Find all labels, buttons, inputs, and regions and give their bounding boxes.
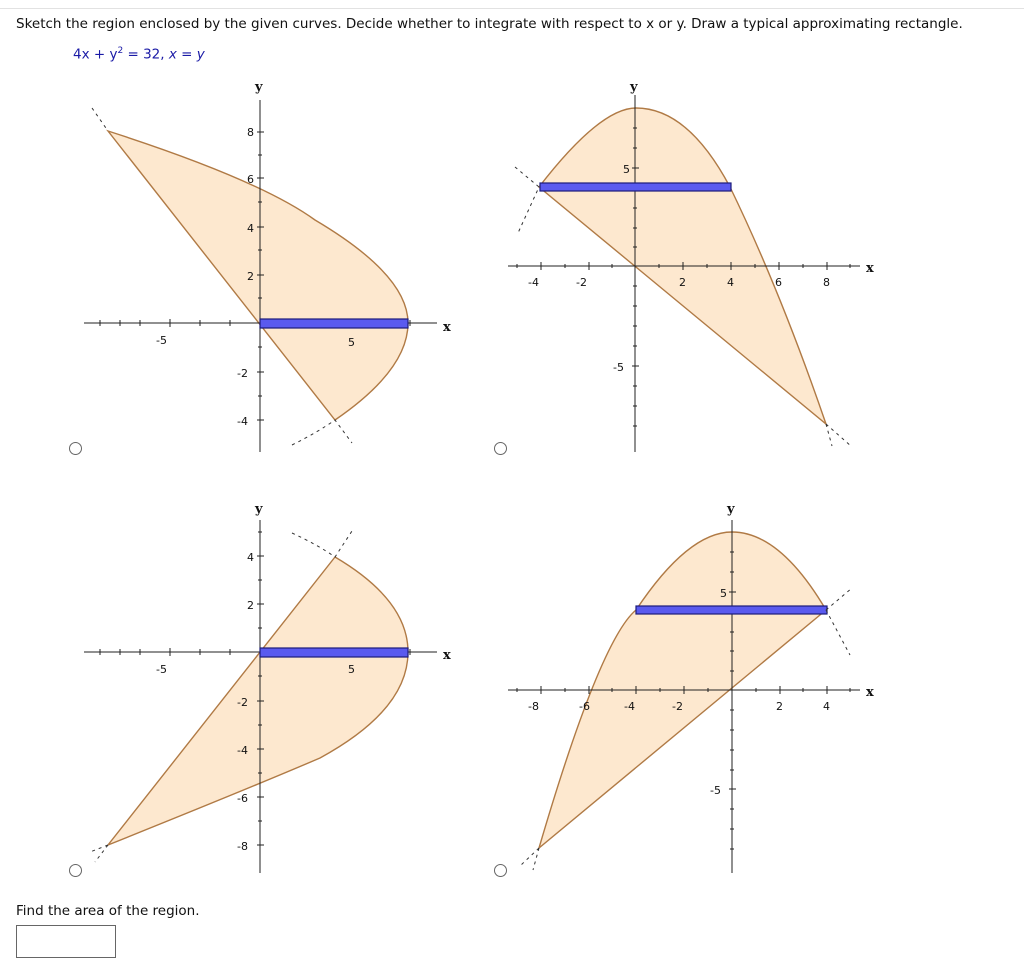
x-tick-label: 8 xyxy=(823,276,830,289)
y-tick-label: 4 xyxy=(247,551,254,564)
y-tick-label: -4 xyxy=(237,744,248,757)
area-answer-input[interactable] xyxy=(16,925,116,958)
x-tick-label: 5 xyxy=(348,336,355,349)
x-axis-label: x xyxy=(443,648,451,663)
graph-option-3 xyxy=(84,502,451,873)
y-axis-label: y xyxy=(630,80,638,95)
x-tick-label: -2 xyxy=(672,700,683,713)
y-axis-label: y xyxy=(255,502,263,517)
equation-variable: y xyxy=(196,46,205,63)
y-tick-label: 2 xyxy=(247,599,254,612)
graph-option-4 xyxy=(508,502,874,873)
question-prompt-text: Sketch the region enclosed by the given curves. Decide whether to integrate with respect to x or y. Draw a typical approximating rectangle. xyxy=(16,16,963,32)
x-tick-label: 4 xyxy=(823,700,830,713)
y-tick-label: -5 xyxy=(613,361,624,374)
x-tick-label: -5 xyxy=(156,334,167,347)
x-tick-label: 6 xyxy=(775,276,782,289)
x-tick-label: -5 xyxy=(156,663,167,676)
y-tick-label: 2 xyxy=(247,270,254,283)
equation-part: = 32, xyxy=(123,46,169,63)
equation-variable: x xyxy=(168,46,177,63)
approximating-rectangle xyxy=(540,183,731,191)
x-tick-label: 2 xyxy=(679,276,686,289)
y-tick-label: -5 xyxy=(710,784,721,797)
graph-option-2-radio[interactable] xyxy=(494,442,507,455)
y-tick-label: 8 xyxy=(247,126,254,139)
y-tick-label: -8 xyxy=(237,840,248,853)
x-tick-label: -8 xyxy=(528,700,539,713)
graph-option-1 xyxy=(84,80,451,452)
area-question-label: Find the area of the region. xyxy=(16,903,200,919)
graph-option-2 xyxy=(508,80,874,452)
x-axis-label: x xyxy=(866,261,874,276)
x-tick-label: 2 xyxy=(776,700,783,713)
y-tick-label: 5 xyxy=(623,163,630,176)
x-axis-label: x xyxy=(866,685,874,700)
x-tick-label: 4 xyxy=(727,276,734,289)
y-axis-label: y xyxy=(727,502,735,517)
graph-option-1-radio[interactable] xyxy=(69,442,82,455)
y-tick-label: -2 xyxy=(237,367,248,380)
approximating-rectangle xyxy=(636,606,827,614)
graph-option-3-radio[interactable] xyxy=(69,864,82,877)
x-tick-label: -6 xyxy=(579,700,590,713)
y-tick-label: -6 xyxy=(237,792,248,805)
approximating-rectangle xyxy=(260,648,408,657)
y-axis-label: y xyxy=(255,80,263,95)
y-tick-label: -4 xyxy=(237,415,248,428)
y-tick-label: 6 xyxy=(247,173,254,186)
equation-exponent: 2 xyxy=(117,46,124,56)
x-tick-label: -4 xyxy=(624,700,635,713)
y-tick-label: 4 xyxy=(247,222,254,235)
y-tick-label: -2 xyxy=(237,696,248,709)
x-tick-label: -4 xyxy=(528,276,539,289)
x-tick-label: -2 xyxy=(576,276,587,289)
x-tick-label: 5 xyxy=(348,663,355,676)
equation-part: = xyxy=(176,46,197,63)
graph-option-4-radio[interactable] xyxy=(494,864,507,877)
approximating-rectangle xyxy=(260,319,408,328)
x-axis-label: x xyxy=(443,320,451,335)
y-tick-label: 5 xyxy=(720,587,727,600)
equation-part: 4x + y xyxy=(73,46,118,63)
